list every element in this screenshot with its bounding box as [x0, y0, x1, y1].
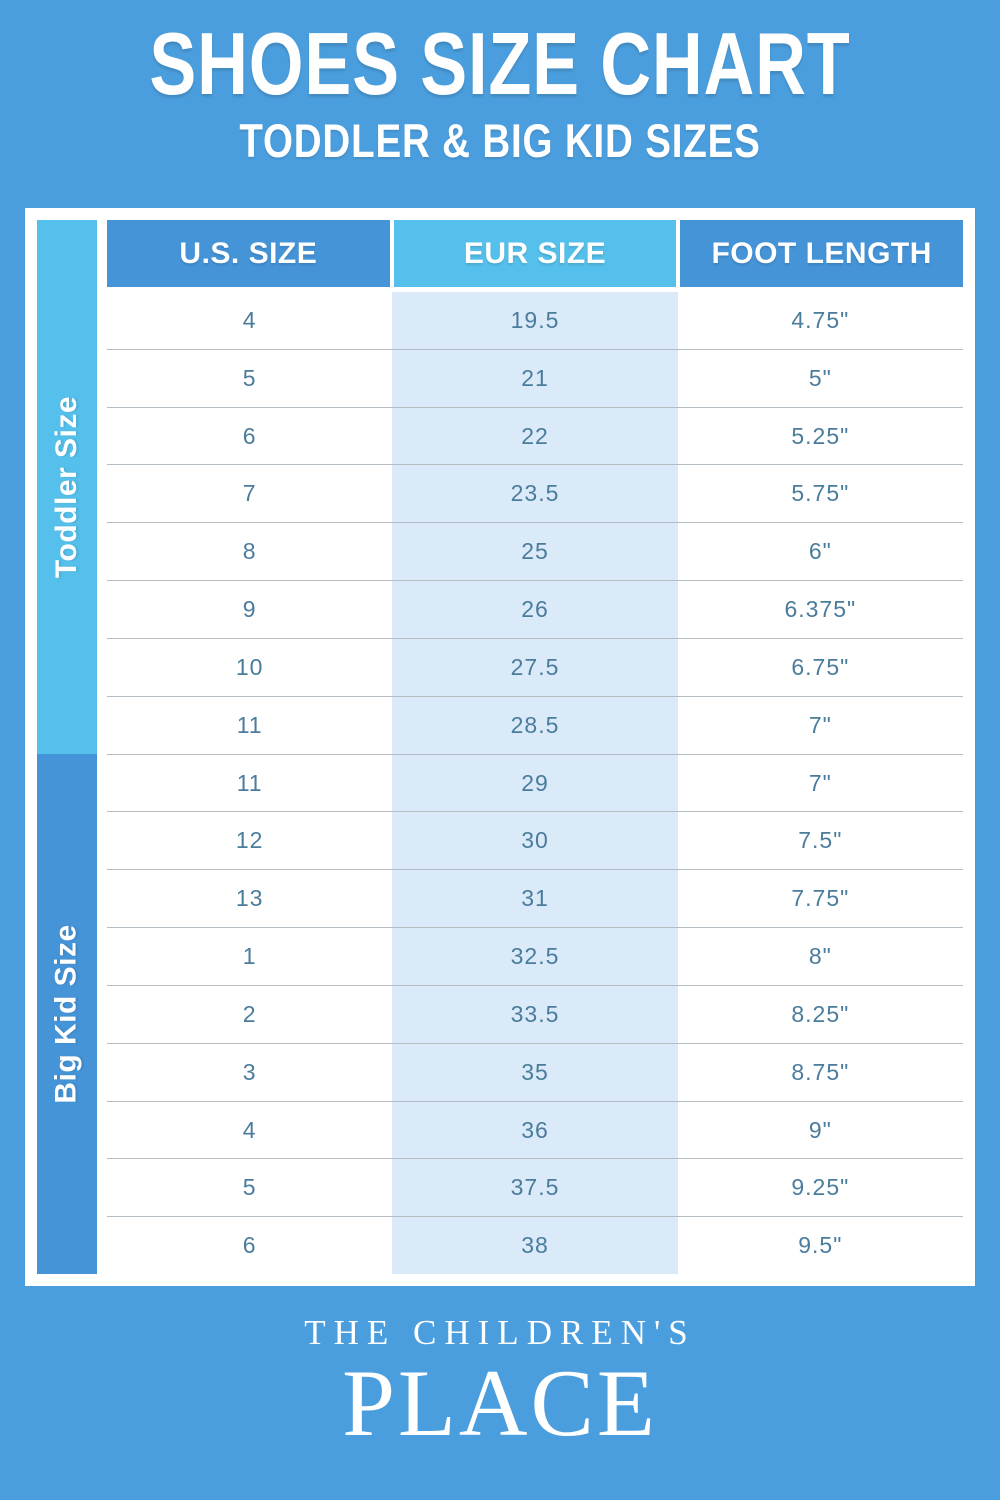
us-size-cell: 5	[107, 1159, 392, 1216]
foot-length-cell: 9.5"	[678, 1217, 963, 1274]
size-chart-table	[25, 208, 975, 1286]
eur-size-cell: 19.5	[392, 292, 677, 349]
us-size-cell: 6	[107, 408, 392, 465]
table-row	[107, 349, 963, 407]
foot-length-cell: 4.75"	[678, 292, 963, 349]
foot-length-cell: 7"	[678, 697, 963, 754]
eur-size-cell: 28.5	[392, 697, 677, 754]
brand-logo	[0, 1312, 1000, 1456]
us-size-cell: 11	[107, 755, 392, 812]
foot-length-cell: 6.375"	[678, 581, 963, 638]
us-size-cell: 6	[107, 1217, 392, 1274]
eur-size-cell: 29	[392, 755, 677, 812]
table-row	[107, 1043, 963, 1101]
us-size-cell: 5	[107, 350, 392, 407]
table-row	[107, 754, 963, 812]
foot-length-cell: 9"	[678, 1102, 963, 1159]
us-size-cell: 11	[107, 697, 392, 754]
table-row	[107, 869, 963, 927]
eur-size-cell: 33.5	[392, 986, 677, 1043]
table-row	[107, 580, 963, 638]
toddler-size-label: Toddler Size	[50, 395, 84, 579]
table-row	[107, 696, 963, 754]
us-size-cell: 4	[107, 292, 392, 349]
us-size-cell: 1	[107, 928, 392, 985]
table-row	[107, 292, 963, 349]
table-row	[107, 1101, 963, 1159]
table-row	[107, 522, 963, 580]
table-row	[107, 638, 963, 696]
big-kid-size-label: Big Kid Size	[50, 924, 84, 1104]
sidebar-section-toddler	[37, 220, 97, 754]
foot-length-cell: 6"	[678, 523, 963, 580]
us-size-cell: 10	[107, 639, 392, 696]
us-size-cell: 8	[107, 523, 392, 580]
table-header-row	[107, 220, 963, 287]
brand-name-bottom: PLACE	[342, 1350, 658, 1456]
table-row	[107, 927, 963, 985]
sidebar-section-bigkid	[37, 754, 97, 1274]
us-size-cell: 9	[107, 581, 392, 638]
page-title: SHOES SIZE CHART	[149, 14, 851, 113]
table-row	[107, 1158, 963, 1216]
us-size-cell: 2	[107, 986, 392, 1043]
us-size-cell: 12	[107, 812, 392, 869]
eur-size-cell: 23.5	[392, 465, 677, 522]
table-row	[107, 1216, 963, 1274]
foot-length-cell: 5"	[678, 350, 963, 407]
brand-name-top: THE CHILDREN'S	[304, 1313, 696, 1352]
us-size-cell: 13	[107, 870, 392, 927]
foot-length-cell: 5.25"	[678, 408, 963, 465]
eur-size-cell: 32.5	[392, 928, 677, 985]
us-size-cell: 3	[107, 1044, 392, 1101]
eur-size-cell: 21	[392, 350, 677, 407]
eur-size-cell: 22	[392, 408, 677, 465]
eur-size-cell: 36	[392, 1102, 677, 1159]
table-row	[107, 464, 963, 522]
eur-size-cell: 30	[392, 812, 677, 869]
page-subtitle: TODDLER & BIG KID SIZES	[239, 114, 761, 167]
table-row	[107, 985, 963, 1043]
foot-length-cell: 5.75"	[678, 465, 963, 522]
us-size-cell: 4	[107, 1102, 392, 1159]
foot-length-cell: 7.75"	[678, 870, 963, 927]
foot-length-cell: 7.5"	[678, 812, 963, 869]
eur-size-cell: 38	[392, 1217, 677, 1274]
table-row	[107, 407, 963, 465]
eur-size-cell: 35	[392, 1044, 677, 1101]
foot-length-cell: 8.25"	[678, 986, 963, 1043]
column-header-foot-length: FOOT LENGTH	[680, 220, 963, 287]
table-main	[107, 220, 963, 1274]
foot-length-cell: 9.25"	[678, 1159, 963, 1216]
table-sidebar	[37, 220, 97, 1274]
foot-length-cell: 8.75"	[678, 1044, 963, 1101]
foot-length-cell: 6.75"	[678, 639, 963, 696]
table-row	[107, 811, 963, 869]
us-size-cell: 7	[107, 465, 392, 522]
eur-size-cell: 27.5	[392, 639, 677, 696]
eur-size-cell: 37.5	[392, 1159, 677, 1216]
eur-size-cell: 25	[392, 523, 677, 580]
eur-size-cell: 31	[392, 870, 677, 927]
column-header-eur-size: EUR SIZE	[394, 220, 677, 287]
table-body	[107, 292, 963, 1274]
eur-size-cell: 26	[392, 581, 677, 638]
foot-length-cell: 7"	[678, 755, 963, 812]
column-header-us-size: U.S. SIZE	[107, 220, 390, 287]
foot-length-cell: 8"	[678, 928, 963, 985]
